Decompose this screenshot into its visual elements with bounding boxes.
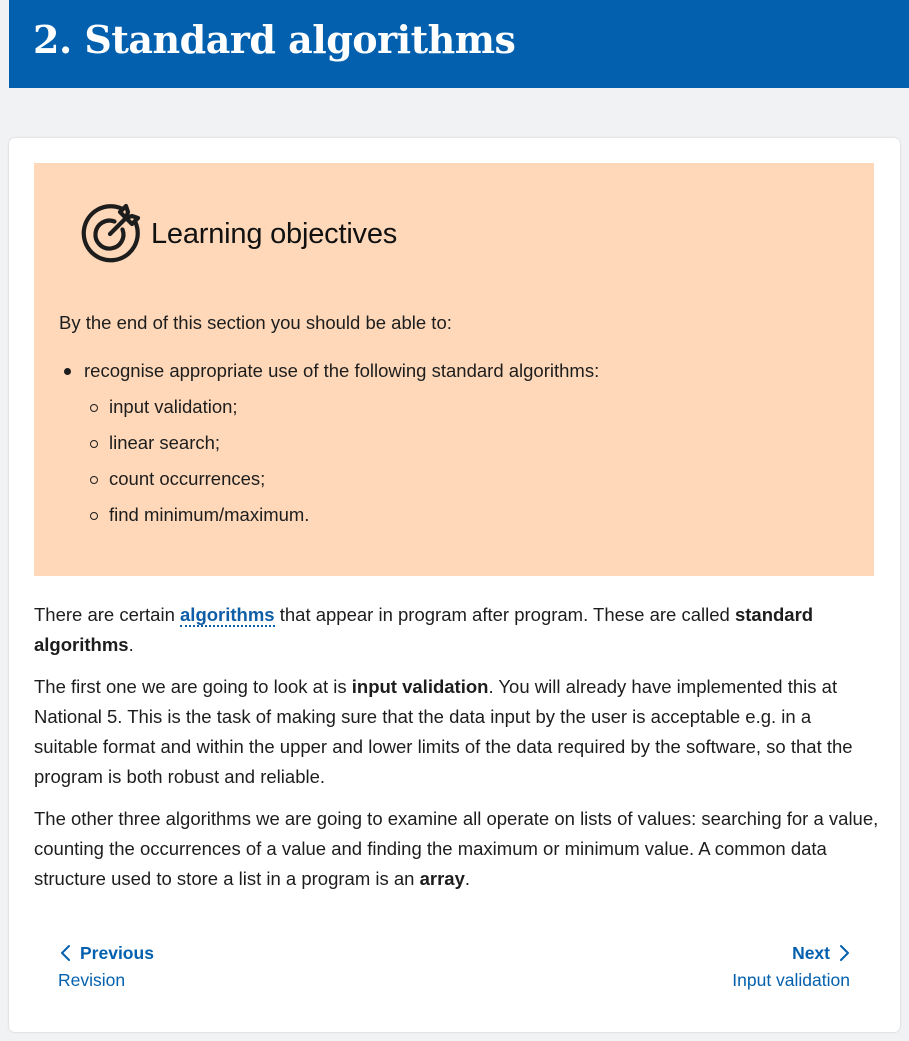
previous-page-link[interactable] [58, 942, 154, 991]
objectives-intro: By the end of this section you should be able to: [59, 312, 452, 333]
text-span: There are certain [34, 604, 181, 625]
list-item: input validation; [84, 395, 859, 419]
bold-term: array [419, 868, 465, 889]
content-card [9, 138, 900, 1032]
list-item [59, 359, 859, 527]
page-header [9, 0, 909, 88]
previous-label-row [58, 942, 154, 964]
previous-page-title: Revision [58, 970, 126, 990]
chevron-left-icon [60, 944, 72, 962]
text-span: that appear in program after program. These are called [274, 604, 735, 625]
next-page-title: Input validation [732, 970, 850, 990]
learning-objectives-box [34, 163, 874, 576]
next-label: Next [792, 943, 830, 963]
glossary-link-algorithms[interactable]: algorithms [180, 604, 275, 625]
text-span: . [464, 868, 470, 889]
paragraph-input-validation [34, 672, 879, 792]
text-span: . You will already have implemented this at National 5. This is the task of making sure that the data input by the user is acceptable e.g. in a suitable format and within the upper and lower limits of the data required by the software, so that the program is both robust and reliable. [34, 676, 853, 787]
text-span: The other three algorithms we are going to examine all operate on lists of values: searching for a value, counting the occurrences of a value and finding the maximum or minimum value. A common data structure used to store a list in a program is an [34, 808, 879, 889]
list-item: count occurrences; [84, 467, 859, 491]
objectives-title: Learning objectives [151, 217, 398, 250]
paragraph-list-algorithms [34, 804, 879, 894]
paragraph-intro [34, 600, 879, 660]
list-item: linear search; [84, 431, 859, 455]
page-title: 2. Standard algorithms [33, 17, 516, 62]
objectives-list [59, 359, 859, 539]
list-item-text: recognise appropriate use of the following standard algorithms: [84, 360, 600, 381]
objectives-heading [77, 201, 397, 267]
bold-term: input validation [351, 676, 489, 697]
text-span: . [128, 634, 134, 655]
next-page-link[interactable] [732, 942, 850, 991]
chevron-right-icon [838, 944, 850, 962]
target-icon [77, 201, 143, 267]
main-content [34, 600, 879, 906]
text-span: The first one we are going to look at is [34, 676, 352, 697]
algorithms-sublist [84, 395, 859, 527]
list-item: find minimum/maximum. [84, 503, 859, 527]
next-label-row [732, 942, 850, 964]
bold-term: standard algorithms [34, 604, 814, 655]
previous-label: Previous [80, 943, 154, 963]
